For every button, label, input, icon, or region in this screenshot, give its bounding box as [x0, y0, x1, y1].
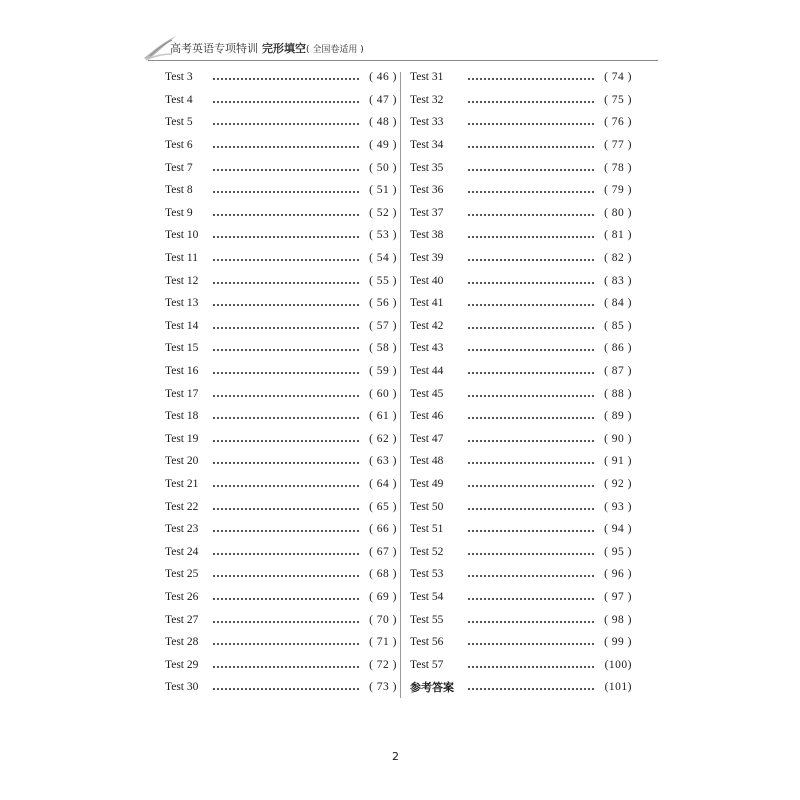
- toc-entry[interactable]: [410, 202, 632, 225]
- toc-entry-label: Test 20: [165, 455, 199, 468]
- toc-entry-page: ( 71 ): [369, 636, 397, 649]
- toc-entry-page: ( 65 ): [369, 500, 397, 513]
- toc-entry-page: ( 61 ): [369, 410, 397, 423]
- dot-leader: [468, 122, 594, 125]
- toc-entry-label: Test 33: [410, 116, 444, 129]
- dot-leader: [213, 100, 359, 103]
- toc-entry-page: ( 63 ): [369, 455, 397, 468]
- dot-leader: [468, 326, 594, 329]
- toc-entry-label: Test 7: [165, 161, 193, 174]
- toc-entry-label: Test 45: [410, 387, 444, 400]
- toc-entry-label: Test 42: [410, 319, 444, 332]
- toc-entry[interactable]: [165, 89, 397, 112]
- toc-entry-label: Test 43: [410, 342, 444, 355]
- toc-entry-label: Test 38: [410, 229, 444, 242]
- running-header: [142, 28, 662, 62]
- toc-entry[interactable]: [165, 382, 397, 405]
- toc-entry[interactable]: [410, 89, 632, 112]
- toc-entry-page: ( 64 ): [369, 477, 397, 490]
- toc-entry-label: Test 17: [165, 387, 199, 400]
- book-subtitle: 完形填空: [262, 42, 306, 55]
- header-rule: [148, 60, 658, 61]
- toc-entry[interactable]: [410, 405, 632, 428]
- toc-entry[interactable]: [165, 450, 397, 473]
- toc-entry[interactable]: [410, 563, 632, 586]
- page-number: 2: [392, 750, 399, 763]
- toc-entry-page: ( 52 ): [369, 206, 397, 219]
- toc-entry[interactable]: [410, 134, 632, 157]
- dot-leader: [468, 281, 594, 284]
- toc-entry[interactable]: [165, 608, 397, 631]
- toc-entry[interactable]: [410, 111, 632, 134]
- toc-entry-page: ( 80 ): [604, 206, 632, 219]
- toc-entry-label: Test 39: [410, 252, 444, 265]
- toc-entry[interactable]: [410, 292, 632, 315]
- toc-entry-label: Test 50: [410, 500, 444, 513]
- toc-entry-page: ( 48 ): [369, 116, 397, 129]
- toc-entry[interactable]: [165, 179, 397, 202]
- toc-entry[interactable]: [410, 382, 632, 405]
- toc-entry-page: ( 86 ): [604, 342, 632, 355]
- dot-leader: [213, 145, 359, 148]
- dot-leader: [213, 687, 359, 690]
- toc-entry[interactable]: [410, 586, 632, 609]
- toc-entry-page: (101): [604, 681, 632, 694]
- dot-leader: [213, 213, 359, 216]
- toc-entry-page: ( 74 ): [604, 71, 632, 84]
- toc-entry-page: ( 92 ): [604, 477, 632, 490]
- toc-entry-label: Test 15: [165, 342, 199, 355]
- toc-entry[interactable]: [165, 202, 397, 225]
- book-title: 高考英语专项特训: [170, 42, 258, 55]
- toc-entry-page: ( 90 ): [604, 432, 632, 445]
- toc-entry[interactable]: [410, 428, 632, 451]
- toc-entry-page: ( 59 ): [369, 365, 397, 378]
- dot-leader: [468, 190, 594, 193]
- toc-entry-label: Test 13: [165, 297, 199, 310]
- toc-entry-page: ( 89 ): [604, 410, 632, 423]
- toc-entry[interactable]: [410, 450, 632, 473]
- toc-entry-label: Test 14: [165, 319, 199, 332]
- toc-entry[interactable]: [410, 315, 632, 338]
- toc-entry-label: Test 24: [165, 545, 199, 558]
- toc-entry-label: Test 36: [410, 184, 444, 197]
- toc-entry[interactable]: [165, 134, 397, 157]
- toc-entry-label: Test 9: [165, 206, 193, 219]
- toc-entry-label: Test 52: [410, 545, 444, 558]
- dot-leader: [213, 371, 359, 374]
- toc-entry[interactable]: [410, 269, 632, 292]
- toc-entry[interactable]: [410, 540, 632, 563]
- toc-entry[interactable]: [410, 473, 632, 496]
- dot-leader: [468, 687, 594, 690]
- toc-entry[interactable]: [165, 495, 397, 518]
- toc-entry[interactable]: [165, 269, 397, 292]
- toc-entry[interactable]: [165, 224, 397, 247]
- toc-entry[interactable]: [165, 676, 397, 699]
- toc-entry[interactable]: [165, 315, 397, 338]
- toc-entry-page: ( 47 ): [369, 93, 397, 106]
- dot-leader: [468, 665, 594, 668]
- toc-entry-label: Test 55: [410, 613, 444, 626]
- dot-leader: [213, 484, 359, 487]
- toc-entry-label: Test 49: [410, 477, 444, 490]
- toc-entry-label: Test 46: [410, 410, 444, 423]
- dot-leader: [468, 574, 594, 577]
- toc-entry-label: Test 31: [410, 71, 444, 84]
- dot-leader: [213, 574, 359, 577]
- header-title: [170, 40, 364, 56]
- toc-entry-page: ( 87 ): [604, 365, 632, 378]
- toc-entry[interactable]: [165, 111, 397, 134]
- toc-entry-label: Test 34: [410, 139, 444, 152]
- dot-leader: [213, 394, 359, 397]
- dot-leader: [213, 620, 359, 623]
- toc-entry-label: 参考答案: [410, 681, 454, 695]
- dot-leader: [213, 507, 359, 510]
- toc-entry[interactable]: [410, 495, 632, 518]
- dot-leader: [468, 529, 594, 532]
- toc-entry[interactable]: [165, 292, 397, 315]
- dot-leader: [213, 665, 359, 668]
- toc-entry[interactable]: [165, 156, 397, 179]
- toc-entry-page: ( 49 ): [369, 139, 397, 152]
- toc-entry-label: Test 28: [165, 636, 199, 649]
- dot-leader: [468, 100, 594, 103]
- toc-entry[interactable]: [410, 66, 632, 89]
- book-edition: ( 全国卷适用 ): [306, 45, 364, 55]
- toc-entry-label: Test 56: [410, 636, 444, 649]
- toc-entry[interactable]: [410, 247, 632, 270]
- toc-entry-page: ( 99 ): [604, 636, 632, 649]
- toc-entry-label: Test 5: [165, 116, 193, 129]
- toc-entry[interactable]: [410, 224, 632, 247]
- toc-entry[interactable]: [165, 653, 397, 676]
- toc-entry-page: ( 51 ): [369, 184, 397, 197]
- toc-entry-page: ( 98 ): [604, 613, 632, 626]
- toc-entry-page: ( 75 ): [604, 93, 632, 106]
- dot-leader: [213, 190, 359, 193]
- dot-leader: [213, 168, 359, 171]
- toc-entry-page: ( 72 ): [369, 658, 397, 671]
- toc-entry-page: ( 66 ): [369, 523, 397, 536]
- dot-leader: [213, 348, 359, 351]
- toc-entry-label: Test 40: [410, 274, 444, 287]
- toc-entry-label: Test 37: [410, 206, 444, 219]
- toc-entry-label: Test 6: [165, 139, 193, 152]
- toc-entry-label: Test 48: [410, 455, 444, 468]
- toc-entry-label: Test 3: [165, 71, 193, 84]
- toc-entry-page: ( 78 ): [604, 161, 632, 174]
- toc-entry[interactable]: [410, 653, 632, 676]
- dot-leader: [468, 235, 594, 238]
- toc-entry[interactable]: [165, 247, 397, 270]
- toc-entry-page: ( 93 ): [604, 500, 632, 513]
- toc-entry-page: ( 88 ): [604, 387, 632, 400]
- dot-leader: [468, 168, 594, 171]
- toc-entry-page: ( 95 ): [604, 545, 632, 558]
- dot-leader: [468, 371, 594, 374]
- dot-leader: [213, 642, 359, 645]
- toc-entry-page: ( 67 ): [369, 545, 397, 558]
- toc-entry[interactable]: [165, 540, 397, 563]
- toc-entry[interactable]: [165, 631, 397, 654]
- toc-entry-label: Test 57: [410, 658, 444, 671]
- dot-leader: [468, 416, 594, 419]
- toc-entry-page: ( 73 ): [369, 681, 397, 694]
- toc-entry-page: ( 85 ): [604, 319, 632, 332]
- dot-leader: [213, 461, 359, 464]
- toc-entry-label: Test 11: [165, 252, 198, 265]
- toc-entry[interactable]: [165, 563, 397, 586]
- toc-entry[interactable]: [410, 179, 632, 202]
- toc-entry-page: ( 83 ): [604, 274, 632, 287]
- dot-leader: [468, 484, 594, 487]
- toc-entry-page: ( 58 ): [369, 342, 397, 355]
- toc-entry-label: Test 21: [165, 477, 199, 490]
- toc-entry-page: ( 55 ): [369, 274, 397, 287]
- toc-entry-label: Test 26: [165, 590, 199, 603]
- toc-entry-label: Test 18: [165, 410, 199, 423]
- toc-entry-label: Test 51: [410, 523, 444, 536]
- dot-leader: [468, 394, 594, 397]
- toc-entry-page: ( 94 ): [604, 523, 632, 536]
- dot-leader: [213, 303, 359, 306]
- toc-entry-label: Test 44: [410, 365, 444, 378]
- toc-entry-label: Test 16: [165, 365, 199, 378]
- toc-entry[interactable]: [410, 608, 632, 631]
- toc-entry[interactable]: [410, 360, 632, 383]
- toc-right-column: [410, 66, 632, 699]
- dot-leader: [213, 326, 359, 329]
- toc-entry-label: Test 23: [165, 523, 199, 536]
- dot-leader: [468, 552, 594, 555]
- toc-entry-page: ( 62 ): [369, 432, 397, 445]
- toc-entry-label: Test 27: [165, 613, 199, 626]
- dot-leader: [213, 235, 359, 238]
- toc-entry-label: Test 32: [410, 93, 444, 106]
- toc-entry-page: ( 77 ): [604, 139, 632, 152]
- toc-entry-page: ( 53 ): [369, 229, 397, 242]
- toc-entry-label: Test 54: [410, 590, 444, 603]
- toc-entry-label: Test 4: [165, 93, 193, 106]
- toc-entry-page: ( 82 ): [604, 252, 632, 265]
- toc-entry-page: ( 54 ): [369, 252, 397, 265]
- toc-entry[interactable]: [165, 360, 397, 383]
- dot-leader: [213, 416, 359, 419]
- dot-leader: [213, 439, 359, 442]
- toc-entry-page: ( 56 ): [369, 297, 397, 310]
- toc-left-column: [165, 66, 397, 699]
- toc-entry-page: (100): [604, 658, 632, 671]
- dot-leader: [468, 620, 594, 623]
- dot-leader: [213, 122, 359, 125]
- dot-leader: [468, 145, 594, 148]
- toc-entry[interactable]: [410, 676, 632, 699]
- toc-entry-label: Test 12: [165, 274, 199, 287]
- toc-entry[interactable]: [410, 518, 632, 541]
- toc-entry-label: Test 8: [165, 184, 193, 197]
- toc-entry-label: Test 19: [165, 432, 199, 445]
- toc-entry-label: Test 25: [165, 568, 199, 581]
- toc-entry-page: ( 69 ): [369, 590, 397, 603]
- toc-entry-page: ( 97 ): [604, 590, 632, 603]
- dot-leader: [213, 258, 359, 261]
- toc-entry-label: Test 29: [165, 658, 199, 671]
- dot-leader: [213, 77, 359, 80]
- toc-entry-label: Test 22: [165, 500, 199, 513]
- toc-entry-page: ( 96 ): [604, 568, 632, 581]
- dot-leader: [213, 597, 359, 600]
- toc-entry-label: Test 41: [410, 297, 444, 310]
- dot-leader: [468, 258, 594, 261]
- dot-leader: [213, 529, 359, 532]
- toc-entry-label: Test 53: [410, 568, 444, 581]
- toc-entry-page: ( 46 ): [369, 71, 397, 84]
- column-divider: [400, 72, 401, 698]
- toc-entry-page: ( 76 ): [604, 116, 632, 129]
- dot-leader: [213, 281, 359, 284]
- dot-leader: [468, 642, 594, 645]
- toc-entry[interactable]: [165, 66, 397, 89]
- toc-entry-page: ( 60 ): [369, 387, 397, 400]
- dot-leader: [468, 439, 594, 442]
- toc-entry-page: ( 81 ): [604, 229, 632, 242]
- toc-entry-page: ( 84 ): [604, 297, 632, 310]
- toc-entry[interactable]: [165, 518, 397, 541]
- dot-leader: [468, 461, 594, 464]
- toc-entry-label: Test 10: [165, 229, 199, 242]
- toc-entry-label: Test 35: [410, 161, 444, 174]
- dot-leader: [468, 303, 594, 306]
- toc-entry[interactable]: [165, 428, 397, 451]
- dot-leader: [468, 348, 594, 351]
- toc-entry-page: ( 57 ): [369, 319, 397, 332]
- toc-entry[interactable]: [165, 586, 397, 609]
- dot-leader: [468, 77, 594, 80]
- dot-leader: [468, 213, 594, 216]
- toc-entry[interactable]: [410, 156, 632, 179]
- toc-entry-page: ( 79 ): [604, 184, 632, 197]
- toc-entry[interactable]: [410, 631, 632, 654]
- toc-entry-label: Test 30: [165, 681, 199, 694]
- toc-entry[interactable]: [410, 337, 632, 360]
- toc-entry-page: ( 50 ): [369, 161, 397, 174]
- toc-entry-label: Test 47: [410, 432, 444, 445]
- dot-leader: [213, 552, 359, 555]
- dot-leader: [468, 507, 594, 510]
- toc-entry-page: ( 70 ): [369, 613, 397, 626]
- toc-entry-page: ( 68 ): [369, 568, 397, 581]
- toc-entry[interactable]: [165, 337, 397, 360]
- toc-entry-page: ( 91 ): [604, 455, 632, 468]
- dot-leader: [468, 597, 594, 600]
- toc-entry[interactable]: [165, 473, 397, 496]
- toc-entry[interactable]: [165, 405, 397, 428]
